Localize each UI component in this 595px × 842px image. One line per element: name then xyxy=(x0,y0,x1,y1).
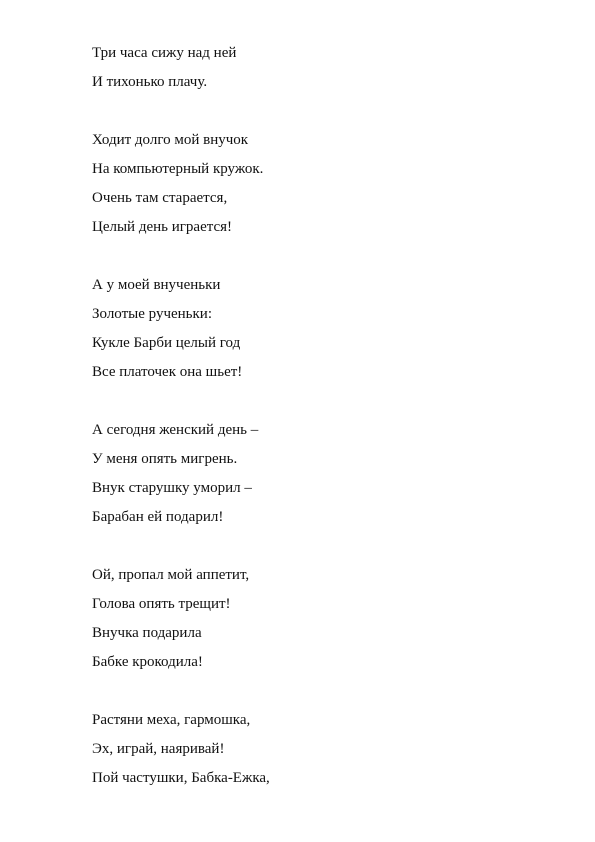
stanza-gap xyxy=(92,679,552,708)
stanza xyxy=(92,41,552,99)
stanza xyxy=(92,708,552,795)
poem-line: Голова опять трещит! xyxy=(92,596,231,612)
poem-line: Очень там старается, xyxy=(92,190,228,206)
poem-line: А сегодня женский день – xyxy=(92,422,259,438)
poem-line: Ходит долго мой внучок xyxy=(92,132,249,148)
poem-line: Внучка подарила xyxy=(92,625,202,641)
poem-line: Все платочек она шьет! xyxy=(92,364,243,380)
poem-line: Растяни меха, гармошка, xyxy=(92,712,251,728)
stanza-gap xyxy=(92,389,552,418)
poem-line: Внук старушку уморил – xyxy=(92,480,252,496)
poem-line: Ой, пропал мой аппетит, xyxy=(92,567,250,583)
poem-line: Пой частушки, Бабка-Ежка, xyxy=(92,770,270,786)
poem-text xyxy=(92,41,552,795)
stanza-gap xyxy=(92,534,552,563)
poem-line: Барабан ей подарил! xyxy=(92,509,224,525)
stanza xyxy=(92,128,552,244)
poem-line: А у моей внученьки xyxy=(92,277,221,293)
stanza xyxy=(92,563,552,679)
stanza xyxy=(92,418,552,534)
poem-line: На компьютерный кружок. xyxy=(92,161,264,177)
poem-line: Бабке крокодила! xyxy=(92,654,203,670)
poem-line: Целый день играется! xyxy=(92,219,233,235)
poem-line: У меня опять мигрень. xyxy=(92,451,238,467)
stanza-gap xyxy=(92,244,552,273)
poem-line: И тихонько плачу. xyxy=(92,74,208,90)
stanza xyxy=(92,273,552,389)
stanza-gap xyxy=(92,99,552,128)
poem-line: Три часа сижу над ней xyxy=(92,45,237,61)
poem-line: Эх, играй, наяривай! xyxy=(92,741,225,757)
poem-line: Кукле Барби целый год xyxy=(92,335,241,351)
poem-line: Золотые рученьки: xyxy=(92,306,212,322)
